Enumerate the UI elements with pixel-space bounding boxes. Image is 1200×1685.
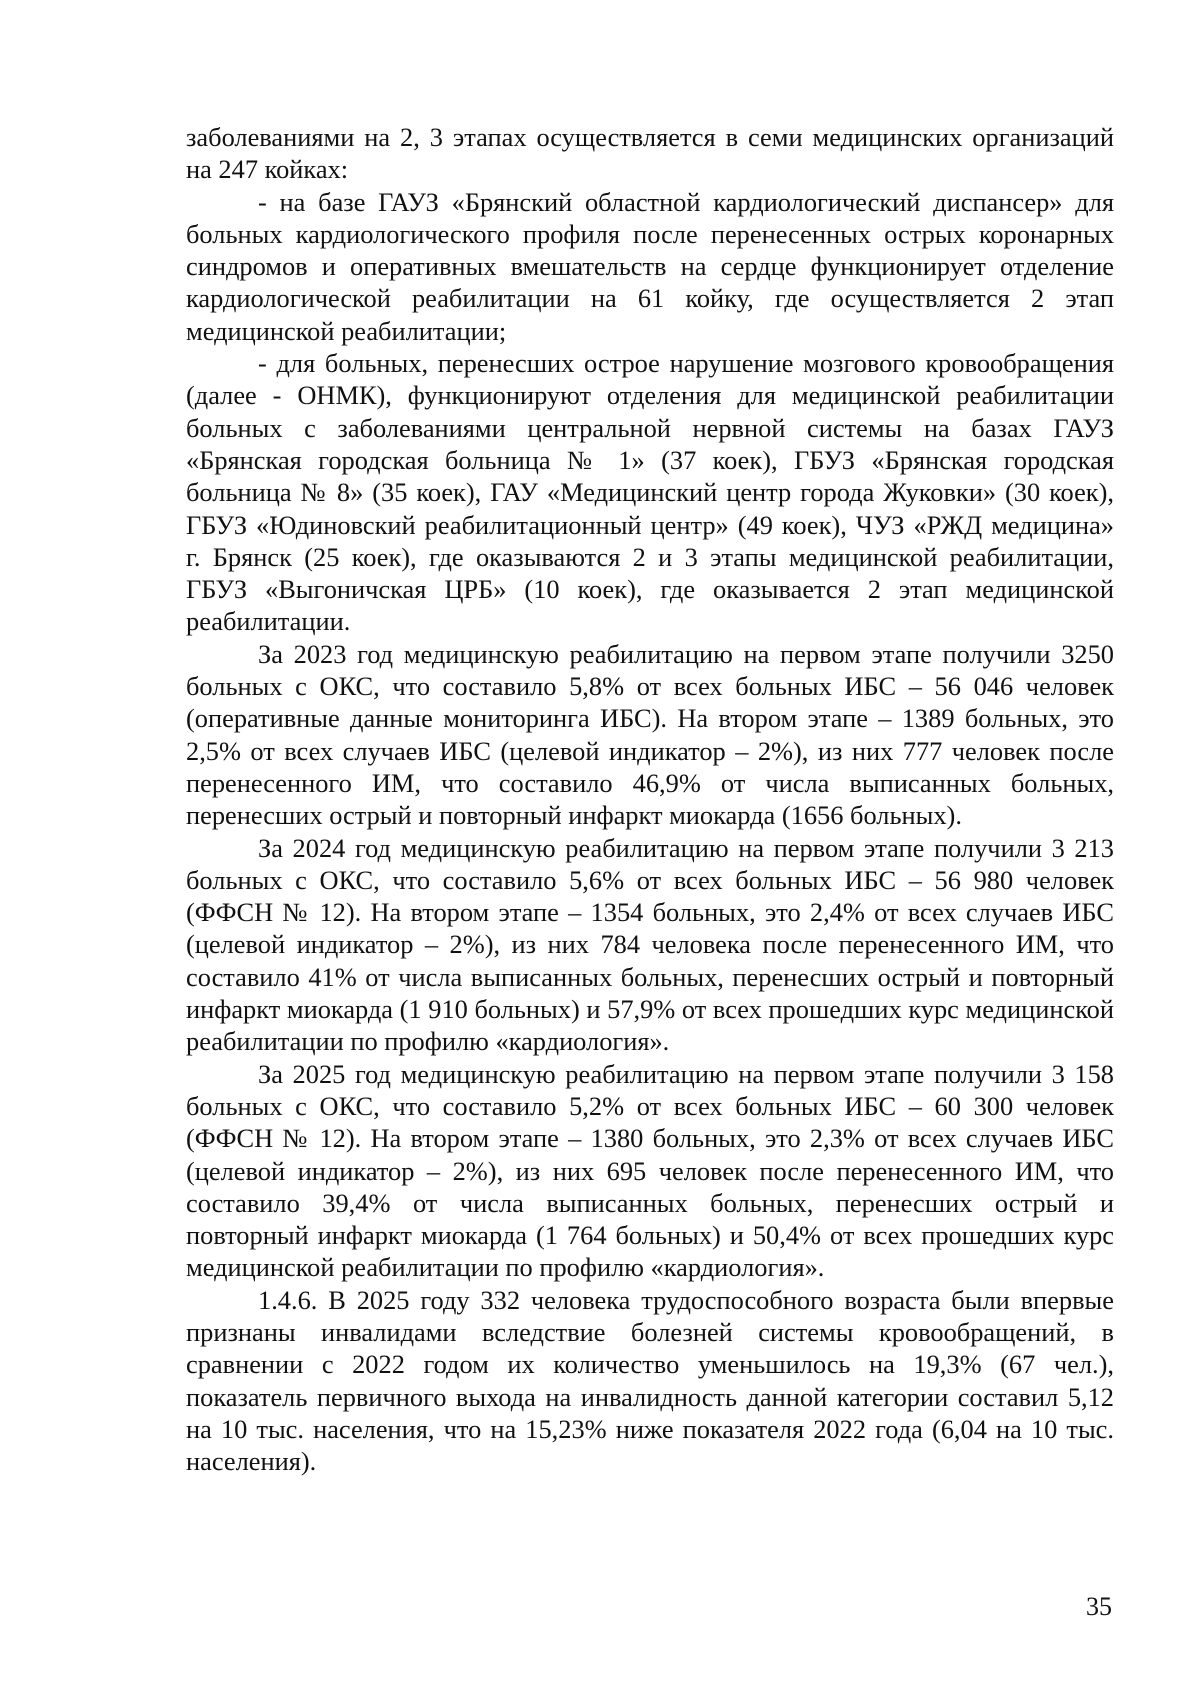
page-number: 35 <box>1086 1592 1112 1621</box>
paragraph-disability-1-4-6: 1.4.6. В 2025 году 332 человека трудоспособного возраста были впервые признаны инвалидами вследствие болезней системы кровообращений, в сравнении с 2022 годом их количество уменьшилось на 19,3% (67 чел.), показатель первичного выхода на инвалидность данной категории составил 5,12 на 10 тыс. населения, что на 15,23% ниже показателя 2022 года (6,04 на 10 тыс. населения). <box>186 1284 1114 1477</box>
paragraph-continuation: заболеваниями на 2, 3 этапах осуществляется в семи медицинских организаций на 247 койках: <box>186 122 1114 185</box>
paragraph-2024-rehabilitation: За 2024 год медицинскую реабилитацию на первом этапе получили 3 213 больных с ОКС, что составило 5,6% от всех больных ИБС – 56 980 человек (ФФСН № 12). На втором этапе – 1354 больных, это 2,4% от всех случаев ИБС (целевой индикатор – 2%), из них 784 человека после перенесенного ИМ, что составило 41% от числа выписанных больных, перенесших острый и повторный инфаркт миокарда (1 910 больных) и 57,9% от всех прошедших курс медицинской реабилитации по профилю «кардиология». <box>186 832 1114 1057</box>
paragraph-cardio-dispensary: - на базе ГАУЗ «Брянский областной кардиологический диспансер» для больных кардиологического профиля после перенесенных острых коронарных синдромов и оперативных вмешательств на сердце функционирует отделение кардиологической реабилитации на 61 койку, где осуществляется 2 этап медицинской реабилитации; <box>186 186 1114 346</box>
document-body <box>186 121 1114 1477</box>
paragraph-2023-rehabilitation: За 2023 год медицинскую реабилитацию на первом этапе получили 3250 больных с ОКС, что составило 5,8% от всех больных ИБС – 56 046 человек (оперативные данные мониторинга ИБС). На втором этапе – 1389 больных, это 2,5% от всех случаев ИБС (целевой индикатор – 2%), из них 777 человек после перенесенного ИМ, что составило 46,9% от числа выписанных больных, перенесших острый и повторный инфаркт миокарда (1656 больных). <box>186 638 1114 831</box>
paragraph-onmk-departments: - для больных, перенесших острое нарушение мозгового кровообращения (далее - ОНМК), функционируют отделения для медицинской реабилитации больных с заболеваниями центральной нервной системы на базах ГАУЗ «Брянская городская больница № 1» (37 коек), ГБУЗ «Брянская городская больница № 8» (35 коек), ГАУ «Медицинский центр города Жуковки» (30 коек), ГБУЗ «Юдиновский реабилитационный центр» (49 коек), ЧУЗ «РЖД медицина» г. Брянск (25 коек), где оказываются 2 и 3 этапы медицинской реабилитации, ГБУЗ «Выгоничская ЦРБ» (10 коек), где оказывается 2 этап медицинской реабилитации. <box>186 348 1114 637</box>
paragraph-2025-rehabilitation: За 2025 год медицинскую реабилитацию на первом этапе получили 3 158 больных с ОКС, что составило 5,2% от всех больных ИБС – 60 300 человек (ФФСН № 12). На втором этапе – 1380 больных, это 2,3% от всех случаев ИБС (целевой индикатор – 2%), из них 695 человек после перенесенного ИМ, что составило 39,4% от числа выписанных больных, перенесших острый и повторный инфаркт миокарда (1 764 больных) и 50,4% от всех прошедших курс медицинской реабилитации по профилю «кардиология». <box>186 1058 1114 1283</box>
